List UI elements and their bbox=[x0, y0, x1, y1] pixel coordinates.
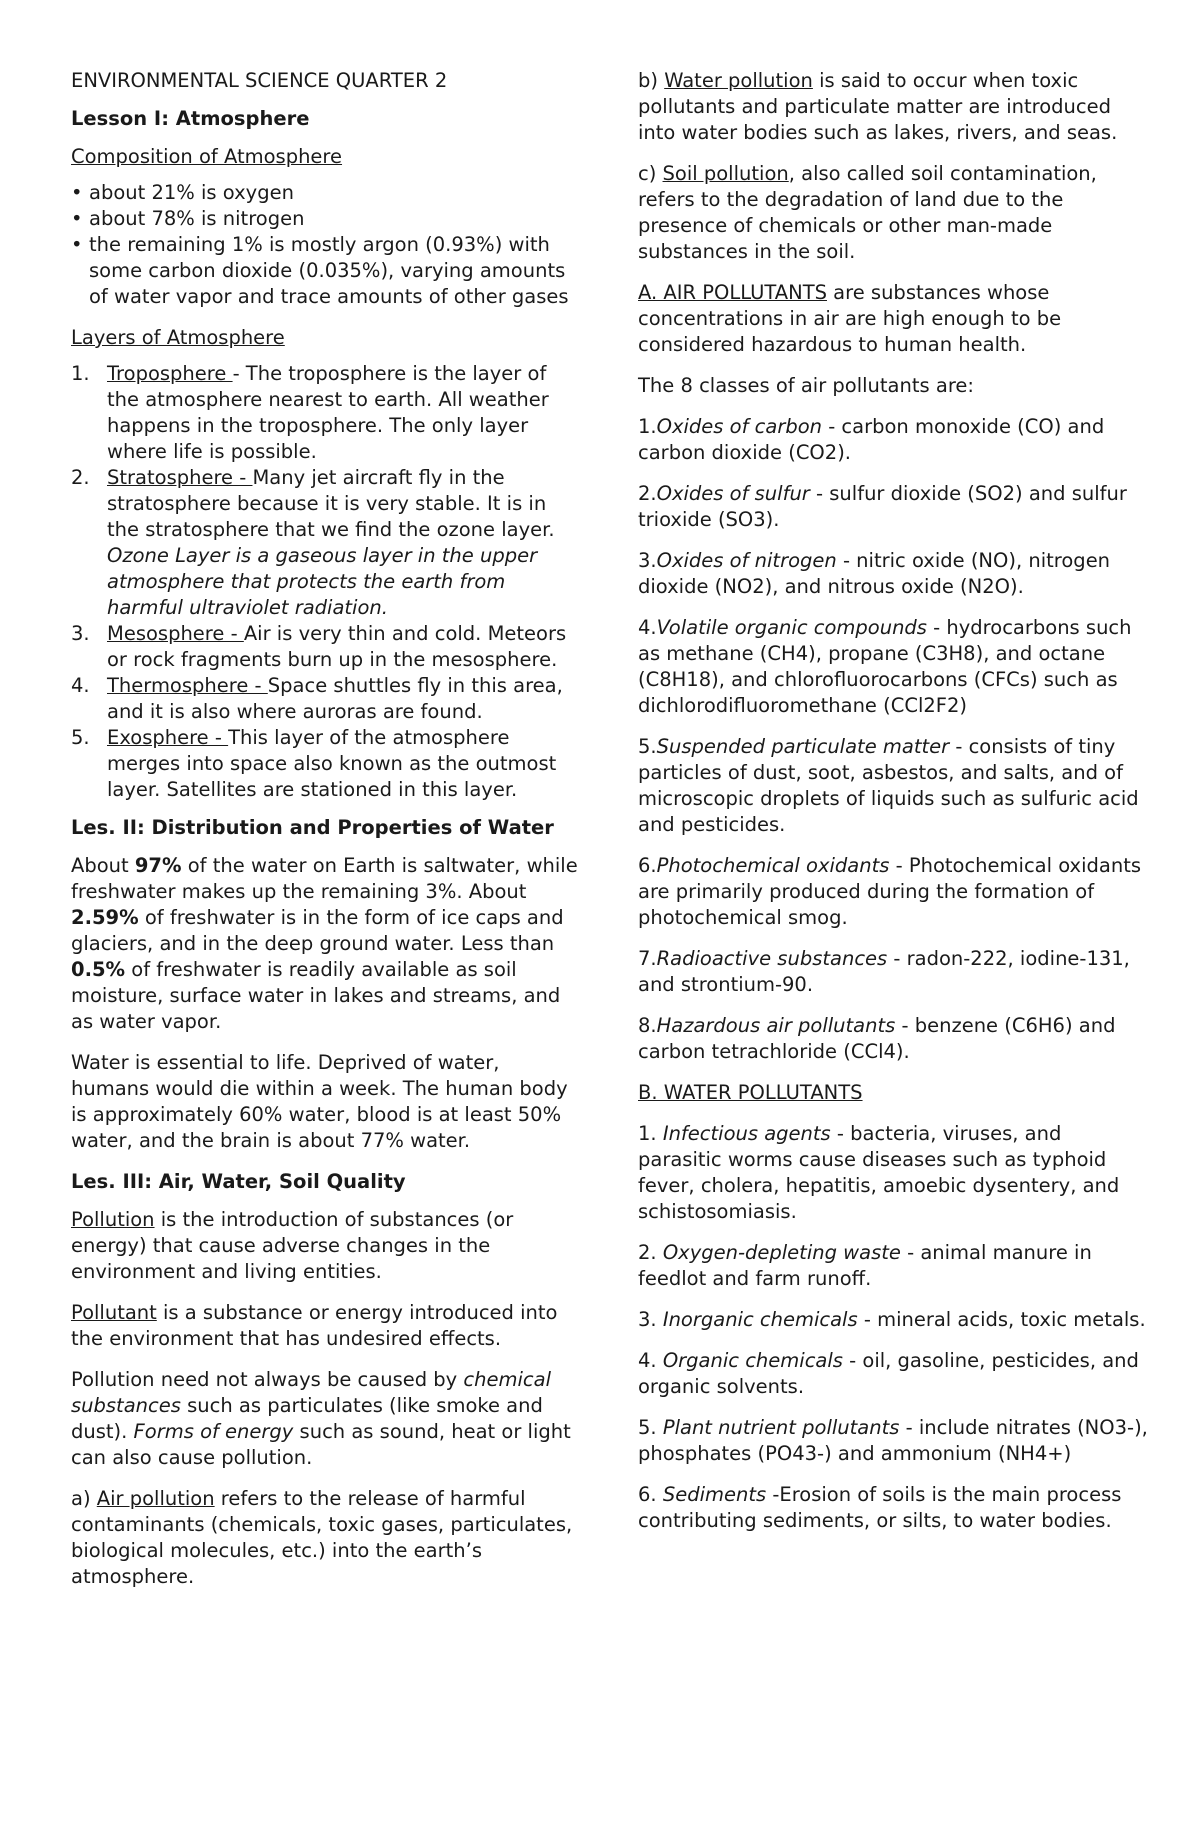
water-pollutants-heading: B. WATER POLLUTANTS bbox=[638, 1081, 863, 1104]
list-number: 5. bbox=[71, 726, 90, 749]
air-pollutant-item bbox=[638, 414, 1148, 466]
text: Pollution need not always be caused by bbox=[71, 1368, 464, 1391]
pollutant-desc: - benzene (C6H6) and carbon tetrachloride (CCl4). bbox=[638, 1014, 1116, 1063]
left-column bbox=[71, 68, 581, 1590]
air-pollutant-item bbox=[638, 853, 1148, 931]
pollutant-name: Inorganic chemicals bbox=[662, 1308, 858, 1331]
layer-name: Thermosphere - bbox=[107, 674, 268, 697]
air-pollutant-item bbox=[638, 548, 1148, 600]
pollutant-term: Pollutant bbox=[71, 1301, 157, 1324]
air-pollutant-item bbox=[638, 946, 1148, 998]
bold-value: 2.59% bbox=[71, 906, 139, 929]
ozone-definition: Ozone Layer is a gaseous layer in the upper atmosphere that protects the earth from harmful ultraviolet radiation. bbox=[107, 544, 538, 619]
list-number: 2. bbox=[638, 1241, 663, 1264]
lesson-1-heading: Lesson I: Atmosphere bbox=[71, 107, 310, 130]
layer-item-exosphere bbox=[71, 725, 581, 803]
composition-item: • about 21% is oxygen bbox=[89, 180, 581, 206]
layer-desc: Air is very thin and cold. Meteors or rock fragments burn up in the mesosphere. bbox=[107, 622, 567, 671]
air-pollutants-intro bbox=[638, 280, 1148, 358]
list-number: 1. bbox=[71, 362, 90, 385]
bold-value: 0.5% bbox=[71, 958, 126, 981]
list-number: 6. bbox=[638, 1483, 663, 1506]
pollutant-desc: -Erosion of soils is the main process contributing sediments, or silts, to water bodies. bbox=[638, 1483, 1122, 1532]
list-number: 6. bbox=[638, 854, 657, 877]
air-pollution-paragraph bbox=[71, 1486, 581, 1590]
pollutant-name: Oxygen-depleting waste bbox=[662, 1241, 901, 1264]
list-number: 1. bbox=[638, 415, 657, 438]
pollution-cause-paragraph bbox=[71, 1367, 581, 1471]
list-number: 3. bbox=[638, 1308, 663, 1331]
pollutant-name: Volatile organic compounds bbox=[656, 616, 927, 639]
water-pollutant-item bbox=[638, 1240, 1148, 1292]
pollution-term: Pollution bbox=[71, 1208, 155, 1231]
air-pollution-term: Air pollution bbox=[96, 1487, 215, 1510]
air-pollutant-classes-intro: The 8 classes of air pollutants are: bbox=[638, 374, 974, 397]
text: a) bbox=[71, 1487, 97, 1510]
pollutant-name: Plant nutrient pollutants bbox=[662, 1416, 900, 1439]
pollutant-desc: - bacteria, viruses, and parasitic worms cause diseases such as typhoid fever, cholera, hepatitis, amoebic dysentery, and schistosomiasis. bbox=[638, 1122, 1120, 1223]
text: of freshwater is in the form of ice caps and glaciers, and in the deep ground water. Less than bbox=[71, 906, 564, 955]
air-pollutants-heading: A. AIR POLLUTANTS bbox=[638, 281, 827, 304]
list-number: 8. bbox=[638, 1014, 657, 1037]
text: refers to the release of harmful contaminants (chemicals, toxic gases, particulates, biological molecules, etc.) into the earth’s atmosphere. bbox=[71, 1487, 573, 1588]
right-column bbox=[638, 68, 1148, 1534]
pollutant-name: Suspended particulate matter bbox=[656, 735, 950, 758]
pollutant-name: Radioactive substances bbox=[656, 947, 888, 970]
text: b) bbox=[638, 69, 665, 92]
text: is a substance or energy introduced into the environment that has undesired effects. bbox=[71, 1301, 558, 1350]
text: is said to occur when toxic pollutants and particulate matter are introduced into water bodies such as lakes, rivers, and seas. bbox=[638, 69, 1118, 144]
water-pollutants-heading-line bbox=[638, 1080, 1148, 1106]
text: c) bbox=[638, 162, 663, 185]
pollutant-name: Hazardous air pollutants bbox=[656, 1014, 896, 1037]
list-number: 7. bbox=[638, 947, 657, 970]
layer-desc: Many jet aircraft fly in the stratosphere because it is very stable. It is in the stratosphere that we find the ozone layer. bbox=[107, 466, 555, 541]
pollutant-name: Infectious agents bbox=[662, 1122, 831, 1145]
list-number: 4. bbox=[71, 674, 90, 697]
list-number: 3. bbox=[71, 622, 90, 645]
water-pollution-term: Water pollution bbox=[664, 69, 813, 92]
list-number: 5. bbox=[638, 1416, 663, 1439]
layer-desc: Space shuttles fly in this area, and it is also where auroras are found. bbox=[107, 674, 563, 723]
pollutant-desc: - animal manure in feedlot and farm runoff. bbox=[638, 1241, 1092, 1290]
text: such as sound, heat or light can also cause pollution. bbox=[71, 1420, 571, 1469]
layer-name: Stratosphere - bbox=[107, 466, 253, 489]
pollutant-desc: - hydrocarbons such as methane (CH4), propane (C3H8), and octane (C8H18), and chlorofluorocarbons (CFCs) such as dichlorodifluoromethane (CCl2F2) bbox=[638, 616, 1132, 717]
water-pollutant-item bbox=[638, 1415, 1148, 1467]
pollutant-name: Sediments bbox=[662, 1483, 767, 1506]
pollutant-definition bbox=[71, 1300, 581, 1352]
water-pollutant-item bbox=[638, 1307, 1148, 1333]
list-number: 4. bbox=[638, 1349, 663, 1372]
text: is the introduction of substances (or energy) that cause adverse changes in the environment and living entities. bbox=[71, 1208, 514, 1283]
pollutant-name: Photochemical oxidants bbox=[656, 854, 890, 877]
composition-heading-line bbox=[71, 144, 581, 170]
text: are substances whose concentrations in air are high enough to be considered hazardous to human health. bbox=[638, 281, 1062, 356]
air-pollutant-list bbox=[638, 414, 1148, 1065]
layers-heading-line bbox=[71, 325, 581, 351]
text: of the water on Earth is saltwater, while freshwater makes up the remaining 3%. About bbox=[71, 854, 578, 903]
pollutant-desc: - include nitrates (NO3-), phosphates (PO43-) and ammonium (NH4+) bbox=[638, 1416, 1148, 1465]
layers-heading: Layers of Atmosphere bbox=[71, 326, 285, 349]
layer-item-thermosphere bbox=[71, 673, 581, 725]
list-number: 5. bbox=[638, 735, 657, 758]
pollutant-desc: - sulfur dioxide (SO2) and sulfur trioxide (SO3). bbox=[638, 482, 1127, 531]
list-number: 1. bbox=[638, 1122, 663, 1145]
water-pollutant-item bbox=[638, 1348, 1148, 1400]
air-pollutant-item bbox=[638, 1013, 1148, 1065]
composition-list bbox=[71, 180, 581, 310]
water-pollutant-item bbox=[638, 1121, 1148, 1225]
layer-item-mesosphere bbox=[71, 621, 581, 673]
text: of freshwater is readily available as soil moisture, surface water in lakes and streams, and as water vapor. bbox=[71, 958, 561, 1033]
water-pollution-paragraph bbox=[638, 68, 1148, 146]
air-pollutant-item bbox=[638, 615, 1148, 719]
layer-item-stratosphere bbox=[71, 465, 581, 621]
text: such as particulates (like smoke and dust). bbox=[71, 1394, 543, 1443]
pollution-definition bbox=[71, 1207, 581, 1285]
layer-name: Troposphere bbox=[107, 362, 233, 385]
pollutant-name: Organic chemicals bbox=[662, 1349, 843, 1372]
layer-name: Exosphere - bbox=[107, 726, 229, 749]
composition-item: • about 78% is nitrogen bbox=[89, 206, 581, 232]
water-pollutant-item bbox=[638, 1482, 1148, 1534]
water-distribution-paragraph bbox=[71, 853, 581, 1035]
water-pollutant-list bbox=[638, 1121, 1148, 1534]
pollutant-name: Oxides of carbon bbox=[656, 415, 822, 438]
composition-heading: Composition of Atmosphere bbox=[71, 145, 343, 168]
list-number: 3. bbox=[638, 549, 657, 572]
pollutant-desc: - mineral acids, toxic metals. bbox=[857, 1308, 1146, 1331]
composition-item: • the remaining 1% is mostly argon (0.93%) with some carbon dioxide (0.035%), varying amounts of water vapor and trace amounts of other gases bbox=[89, 232, 581, 310]
air-pollutant-item bbox=[638, 734, 1148, 838]
soil-pollution-paragraph bbox=[638, 161, 1148, 265]
pollutant-name: Oxides of sulfur bbox=[656, 482, 810, 505]
italic-term: Forms of energy bbox=[133, 1420, 294, 1443]
list-number: 2. bbox=[638, 482, 657, 505]
layer-desc: - The troposphere is the layer of the atmosphere nearest to earth. All weather happens in the troposphere. The only layer where life is possible. bbox=[107, 362, 549, 463]
layers-list bbox=[71, 361, 581, 803]
air-pollutant-item bbox=[638, 481, 1148, 533]
pollutant-desc: - Photochemical oxidants are primarily produced during the formation of photochemical smog. bbox=[638, 854, 1142, 929]
lesson-2-heading: Les. II: Distribution and Properties of Water bbox=[71, 816, 554, 839]
pollutant-desc: - carbon monoxide (CO) and carbon dioxide (CO2). bbox=[638, 415, 1105, 464]
pollutant-desc: - nitric oxide (NO), nitrogen dioxide (NO2), and nitrous oxide (N2O). bbox=[638, 549, 1111, 598]
italic-term: chemical substances bbox=[71, 1368, 552, 1417]
layer-item-troposphere bbox=[71, 361, 581, 465]
document-title: ENVIRONMENTAL SCIENCE QUARTER 2 bbox=[71, 69, 448, 92]
pollutant-desc: - oil, gasoline, pesticides, and organic solvents. bbox=[638, 1349, 1139, 1398]
text: , also called soil contamination, refers to the degradation of land due to the presence of chemicals or other man-made substances in the soil. bbox=[638, 162, 1097, 263]
layer-name: Mesosphere - bbox=[107, 622, 244, 645]
list-number: 4. bbox=[638, 616, 657, 639]
layer-desc: This layer of the atmosphere merges into space also known as the outmost layer. Satellites are stationed in this layer. bbox=[107, 726, 557, 801]
pollutant-desc: - consists of tiny particles of dust, soot, asbestos, and salts, and of microscopic droplets of liquids such as sulfuric acid and pesticides. bbox=[638, 735, 1139, 836]
lesson-3-heading: Les. III: Air, Water, Soil Quality bbox=[71, 1170, 406, 1193]
soil-pollution-term: Soil pollution bbox=[662, 162, 789, 185]
pollutant-desc: - radon-222, iodine-131, and strontium-90. bbox=[638, 947, 1130, 996]
text: About bbox=[71, 854, 135, 877]
list-number: 2. bbox=[71, 466, 90, 489]
water-essential-paragraph: Water is essential to life. Deprived of water, humans would die within a week. The human body is approximately 60% water, blood is at least 50% water, and the brain is about 77% water. bbox=[71, 1051, 568, 1152]
bold-value: 97% bbox=[134, 854, 182, 877]
pollutant-name: Oxides of nitrogen bbox=[656, 549, 837, 572]
